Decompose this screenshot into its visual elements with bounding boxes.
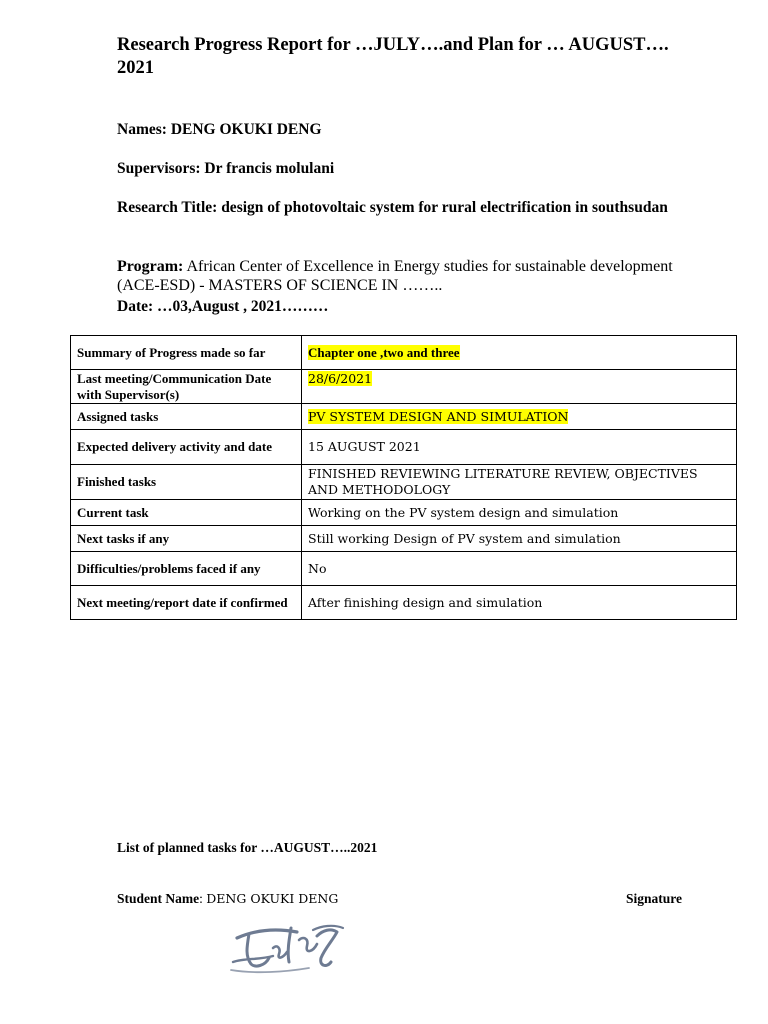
supervisors-value: Dr francis molulani: [204, 160, 335, 177]
row-value: FINISHED REVIEWING LITERATURE REVIEW, OBJECTIVES AND METHODOLOGY: [302, 465, 737, 500]
research-title-value: design of photovoltaic system for rural electrification in southsudan: [221, 199, 668, 216]
table-row: [71, 500, 737, 526]
student-name-line: Student Name: DENG OKUKI DENG: [117, 891, 339, 906]
table-row: [71, 552, 737, 586]
row-value: 15 AUGUST 2021: [302, 430, 737, 465]
row-value: After finishing design and simulation: [302, 586, 737, 620]
row-value: Working on the PV system design and simulation: [302, 500, 737, 526]
highlighted-value: PV SYSTEM DESIGN AND SIMULATION: [308, 408, 569, 424]
program-line: [117, 257, 697, 295]
highlighted-value: 28/6/2021: [308, 371, 373, 386]
date-value: …03,August , 2021………: [157, 298, 329, 315]
signature-image: [225, 918, 355, 980]
table-row: [71, 370, 737, 404]
row-value: Still working Design of PV system and simulation: [302, 526, 737, 552]
row-label: Finished tasks: [71, 465, 302, 500]
table-row: [71, 336, 737, 370]
names-label: Names:: [117, 121, 167, 138]
row-label: Summary of Progress made so far: [71, 336, 302, 370]
row-value: [302, 404, 737, 430]
row-label: Difficulties/problems faced if any: [71, 552, 302, 586]
row-value: [302, 370, 737, 404]
row-label: Last meeting/Communication Date with Supervisor(s): [71, 370, 302, 404]
row-value: [302, 336, 737, 370]
table-row: [71, 430, 737, 465]
names-line: [117, 120, 322, 140]
student-name-value: DENG OKUKI DENG: [206, 891, 339, 906]
program-value: African Center of Excellence in Energy studies for sustainable development (ACE-ESD) - MASTERS OF SCIENCE IN ……..: [117, 258, 673, 294]
supervisors-line: [117, 159, 334, 179]
table-row: [71, 586, 737, 620]
row-label: Assigned tasks: [71, 404, 302, 430]
research-title-label: Research Title:: [117, 199, 218, 216]
table-row: [71, 526, 737, 552]
highlighted-value: Chapter one ,two and three: [308, 344, 460, 360]
supervisors-label: Supervisors:: [117, 160, 201, 177]
date-label: Date:: [117, 298, 154, 315]
row-label: Next tasks if any: [71, 526, 302, 552]
row-label: Next meeting/report date if confirmed: [71, 586, 302, 620]
student-name-label: Student Name: [117, 891, 200, 906]
report-title: Research Progress Report for …JULY….and Plan for … AUGUST…. 2021: [117, 35, 669, 78]
signature-label: Signature: [626, 891, 683, 906]
table-row: [71, 404, 737, 430]
progress-table: [70, 335, 737, 620]
names-value: DENG OKUKI DENG: [170, 121, 322, 138]
row-label: Expected delivery activity and date: [71, 430, 302, 465]
research-title-line: [117, 198, 697, 218]
program-label: Program:: [117, 258, 184, 275]
date-line: [117, 297, 328, 317]
planned-tasks-heading: List of planned tasks for …AUGUST…..2021: [117, 840, 378, 855]
table-row: [71, 465, 737, 500]
row-label: Current task: [71, 500, 302, 526]
row-value: No: [302, 552, 737, 586]
